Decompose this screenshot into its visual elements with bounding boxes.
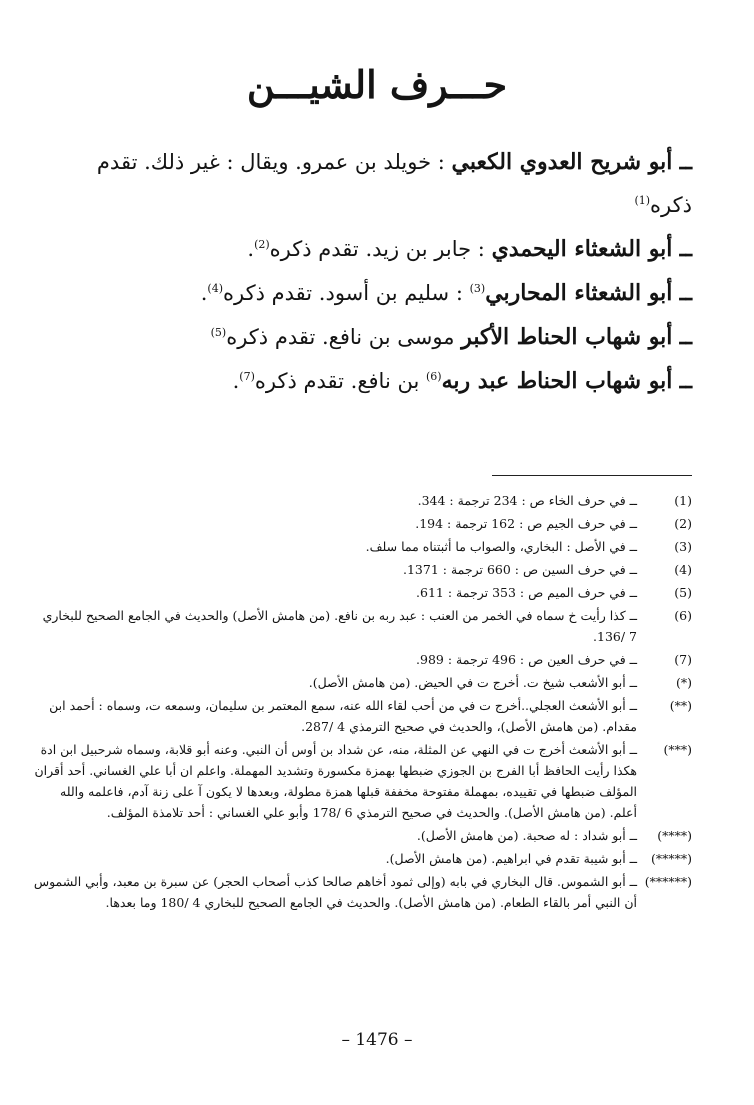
- footnote-text: ــ في حرف الجيم ص : 162 ترجمة : 194.: [415, 516, 637, 531]
- footnote-mark: (6): [674, 608, 692, 623]
- footnote-mark: (5): [674, 585, 692, 600]
- entry-end: .: [200, 281, 208, 305]
- entry-name-ref: (3): [469, 282, 486, 295]
- footnote-mark: (2): [674, 516, 692, 531]
- footnote: [32, 559, 692, 580]
- footnote-mark: (7): [674, 652, 692, 667]
- footnotes: [32, 490, 692, 915]
- footnote: [32, 582, 692, 603]
- entry-end: .: [247, 237, 255, 261]
- footnote-text: ــ كذا رأيت خ سماه في الخمر من العنب : عبد ربه بن نافع. (من هامش الأصل) والحديث في الجامع الصحيح للبخاري 7 /136.: [42, 608, 637, 644]
- entry-name-ref: (6): [425, 370, 442, 383]
- entries-list: [52, 140, 692, 403]
- entry-name: أبو شريح العدوي الكعبي: [451, 149, 673, 175]
- footnote: [32, 672, 692, 693]
- entry-name: أبو الشعثاء المحاربي: [485, 280, 673, 306]
- footnote: [32, 513, 692, 534]
- footnote: [32, 490, 692, 511]
- footnote-text: ــ في حرف الخاء ص : 234 ترجمة : 344.: [417, 493, 637, 508]
- footnote-mark: (**): [669, 698, 692, 713]
- footnote-text: ــ في حرف العين ص : 496 ترجمة : 989.: [416, 652, 637, 667]
- entry-end: .: [232, 369, 240, 393]
- footnote-text: ــ في الأصل : البخاري، والصواب ما أثبتناه مما سلف.: [365, 539, 637, 554]
- footnote-text: ــ أبو الأشعث أخرج ت في النهي عن المثلة، منه، عن شداد بن أوس أن النبي. وعنه أبو قلابة، وسماه شرحبيل ابن ادة هكذا رأيت الحافظ أبا الفرج بن الجوزي ضبطها بهمزة مكسورة وتشديد المهملة. واعلم ان أبا علي الغساني. أحد أقران المؤلف ضبطها في تقييده، بمهملة مفتوحة مخففة قبلها همزة مطولة، وبعدها لا يكون آ على زنة آدم، فاعلمه والله أعلم. (من هامش الأصل). والحديث في صحيح الترمذي 6 /178 وأبو علي الغساني : أحد تلامذة المؤلف.: [34, 742, 637, 820]
- entry-5: ــ أبو شهاب الحناط عبد ربه$^{(6)}$ بن نافع. تقدم ذكره$^{(7)}$.: [232, 368, 692, 394]
- footnote-mark: (3): [674, 539, 692, 554]
- entry-1: ــ أبو شريح العدوي الكعبي : خويلد بن عمرو. ويقال : غير ذلك. تقدم ذكره$^{(1)}$: [96, 149, 692, 217]
- footnote-text: ــ في حرف السين ص : 660 ترجمة : 1371.: [402, 562, 637, 577]
- entry-ref: (2): [254, 238, 270, 251]
- entry-3: ــ أبو الشعثاء المحاربي$^{(3)}$ : سليم بن أسود. تقدم ذكره$^{(4)}$.: [200, 280, 692, 306]
- entry-text: بن نافع. تقدم ذكره: [254, 369, 420, 393]
- entry-text: : جابر بن زيد. تقدم ذكره: [269, 237, 485, 261]
- entry-ref: (4): [207, 282, 224, 295]
- entry-2: ــ أبو الشعثاء اليحمدي : جابر بن زيد. تقدم ذكره$^{(2)}$.: [247, 236, 692, 262]
- footnote: [32, 825, 692, 846]
- footnote-mark: (*****): [650, 851, 692, 866]
- entry-4: ــ أبو شهاب الحناط الأكبر موسى بن نافع. تقدم ذكره$^{(5)}$: [210, 324, 692, 350]
- footnote-text: ــ أبو الأشعث العجلي..أخرج ت في من أحب لقاء الله عنه، سمع المعتمر بن سليمان، وسمعه ت، وسماه : أحمد ابن مقدام. (من هامش الأصل)، والحديث في صحيح الترمذي 4 /287.: [49, 698, 637, 734]
- footnote-mark: (1): [674, 493, 692, 508]
- entry-text: : خويلد بن عمرو. ويقال : غير ذلك. تقدم ذكره: [96, 150, 692, 217]
- footnote: [32, 739, 692, 823]
- footnote-divider: [492, 475, 692, 476]
- footnote: [32, 848, 692, 869]
- footnote: [32, 605, 692, 647]
- footnote: [32, 695, 692, 737]
- page-number: – 1476 –: [341, 1030, 413, 1050]
- footnote-mark: (***): [663, 742, 692, 757]
- footnote-mark: (****): [657, 828, 692, 843]
- entry-name: أبو شهاب الحناط الأكبر: [461, 324, 673, 350]
- footnote-mark: (*): [675, 675, 692, 690]
- footnote-mark: (******): [644, 874, 692, 889]
- footnote: [32, 649, 692, 670]
- footnote-text: ــ أبو الشموس. قال البخاري في بابه (وإلى ثمود أخاهم صالحا كذب أصحاب الحجر) عن سبرة بن معبد، وأبي الشموس أن النبي أمر بالقاء الطعام. (من هامش الأصل). والحديث في الجامع الصحيح للبخاري 4 /180 وما بعدها.: [33, 874, 637, 910]
- footnote-text: ــ أبو الأشعب شيخ ت. أخرج ت في الحيض. (من هامش الأصل).: [308, 675, 637, 690]
- entry-ref: (7): [239, 370, 255, 383]
- footnote-text: ــ أبو شداد : له صحبة. (من هامش الأصل).: [416, 828, 637, 843]
- entry-name: أبو الشعثاء اليحمدي: [491, 236, 673, 262]
- footnote: [32, 871, 692, 913]
- footnote-text: ــ في حرف الميم ص : 353 ترجمة : 611.: [416, 585, 637, 600]
- footnote-mark: (4): [674, 562, 692, 577]
- entry-ref: (1): [634, 194, 651, 207]
- footnote-text: ــ أبو شيبة تقدم في ابراهيم. (من هامش الأصل).: [385, 851, 637, 866]
- entry-text: موسى بن نافع. تقدم ذكره: [226, 325, 455, 349]
- entry-text: : سليم بن أسود. تقدم ذكره: [223, 281, 463, 305]
- page-title: حـــرف الشيـــن: [246, 62, 508, 107]
- entry-ref: (5): [210, 326, 227, 339]
- entry-name: أبو شهاب الحناط عبد ربه: [441, 368, 673, 394]
- footnote: [32, 536, 692, 557]
